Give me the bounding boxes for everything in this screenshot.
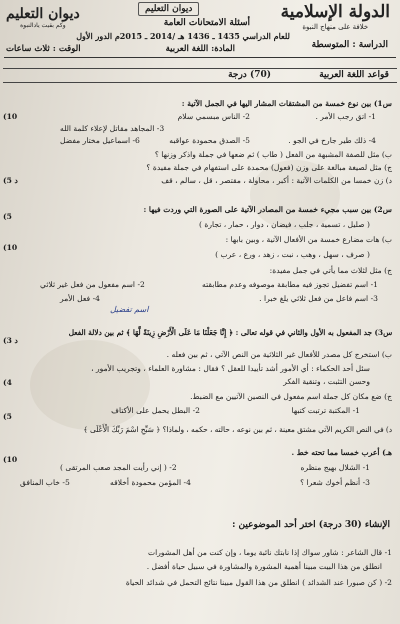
score-mark: (10 bbox=[3, 243, 18, 252]
section-title-bar bbox=[3, 68, 397, 83]
score-mark: (4 bbox=[3, 378, 12, 387]
exam-header bbox=[0, 0, 400, 66]
q2-item: 1- اسم تفضيل تجوز فيه مطابقة موصوفه وعدم مطابقته bbox=[202, 280, 378, 289]
q1-part: ب) مثل للصفة المشبهة من الفعل ( طاب ) ثم ضعها في جملة واذكر وزنها ؟ bbox=[154, 150, 392, 159]
header-divider bbox=[4, 57, 396, 58]
q3-item: 3- أنظم أخوك شعرا ؟ bbox=[300, 478, 370, 487]
section-title: قواعد اللغة العربية bbox=[319, 70, 389, 80]
q2-part: ب) هات مضارع خمسة من الأفعال الآتية ، وبين بابها : bbox=[225, 235, 392, 244]
q3-item: 1- الشلال بهيج منظره bbox=[300, 463, 370, 472]
q3-text: سئل أحد الحكماء : أي الأمور أشد تأييدا للعقل ؟ فقال : مشاورة العلماء ، وتجريب الأمور ، bbox=[91, 364, 370, 373]
score-mark: (5 bbox=[3, 412, 12, 421]
q2-heading: س2) بين سبب مجيء خمسة من المصادر الآتية على الصورة التي وردت فيها : bbox=[143, 205, 392, 214]
q3-item: 4- المؤمن محمودة أخلاقه bbox=[110, 478, 191, 487]
paper-stain bbox=[30, 340, 150, 430]
q3-item: 2- ( إني رأيت المجد صعب المرتقى ) bbox=[60, 463, 177, 472]
q3-text: وحسن التثبت ، وتنقية الفكر bbox=[283, 377, 370, 386]
q2-item: 3- اسم فاعل من فعل ثلاثي يلغ خبرا . bbox=[259, 294, 378, 303]
exam-title: أسئلة الامتحانات العامة bbox=[163, 18, 250, 28]
q1-item: 2- الناس مبسمي سلام bbox=[177, 112, 250, 121]
q2-item: 4- فعل الأمر bbox=[60, 294, 100, 303]
score-mark: (5 د bbox=[3, 176, 18, 185]
q3-part: ج) ضع مكان كل جملة اسم مفعول في النصين الآتيين مع الضبط. bbox=[190, 392, 392, 401]
score-mark: (5 bbox=[3, 212, 12, 221]
section-score: (70) درجة bbox=[228, 70, 271, 80]
diwan-box: ديوان التعليم bbox=[138, 2, 199, 16]
state-logo: الدولة الإسلامية خلافة على منهاج النبوة bbox=[280, 2, 390, 31]
exam-year: للعام الدراسي 1435 ـ 1436 هـ /2014 ـ 2015م الدور الأول bbox=[76, 31, 290, 41]
essay-topic: 2- ( كن صبورا عند الشدائد ) انطلق من هذا القول مبينا نتائج التحمل في شدائد الحياة bbox=[125, 578, 392, 587]
essay-topic: 1- قال الشاعر : شاور سواك إذا نابتك نائبة يوما ، وإن كنت من أهل المشورات bbox=[147, 548, 392, 557]
q3-item: 5- خاب المنافق bbox=[20, 478, 70, 487]
exam-level: الدراسة : المتوسطة bbox=[311, 40, 388, 50]
q1-item: 3- المجاهد مقاتل لإعلاء كلمة الله bbox=[60, 124, 165, 133]
diwan-logo: ديوان التعليم وكم بقيت يادالنبوة bbox=[6, 6, 80, 29]
q2-words: ( صليل ، تسمية ، جلب ، فيضان ، دوار ، حمار ، تجارة ) bbox=[199, 220, 370, 229]
q2-part: ج) مثل لثلاث مما يأتي في جمل مفيدة: bbox=[269, 266, 392, 275]
exam-subject: المادة: اللغة العربية bbox=[165, 44, 235, 54]
q1-item: 4- ذلك طير جارح في الجو . bbox=[288, 136, 376, 145]
essay-topic-text: انطلق من هذا البيت مبينا أهمية المشورة والمشاورة في سبيل حياة أفضل . bbox=[146, 562, 382, 571]
score-mark: (10 bbox=[3, 112, 18, 121]
q1-heading: س1) بين نوع خمسة من المشتقات المشار اليها في الجمل الآتية : bbox=[181, 99, 392, 108]
exam-time: الوقت : ثلاث ساعات bbox=[6, 44, 81, 54]
q3-part: ب) استخرج كل مصدر للأفعال غير الثلاثية من النص الآتي ، ثم بين فعله . bbox=[166, 350, 392, 359]
q2-words: ( صرف ، سهل ، وهب ، نبت ، زهد ، ورع ، عرب ) bbox=[215, 250, 370, 259]
handwritten-note: اسم تفضيل bbox=[110, 305, 149, 314]
score-mark: (3 د bbox=[3, 336, 18, 345]
q1-item: 5- الصدق محمودة عواقبه bbox=[169, 136, 250, 145]
q2-item: 2- اسم مفعول من فعل غير ثلاثي bbox=[40, 280, 145, 289]
q3-item: 1- المكتبة ترتبت كتبها bbox=[291, 406, 360, 415]
q3-part: د) في النص الكريم الآتي مشتق معينة ، ثم بين نوعه ، حالته ، حكمه ، ولماذا؟ ﴿ سَبِّحِ اسْمَ رَبِّكَ الْأَعْلَى ﴾ bbox=[83, 425, 392, 434]
q3-part: هـ) أعرب خمسا مما تحته خط . bbox=[291, 448, 392, 457]
q1-part: د) زن خمسا من الكلمات الآتية : أكبر ، محاولة ، مقتصر ، قل ، سالم ، قف bbox=[161, 176, 392, 185]
essay-heading: الإنشاء (30 درجة) اختر أحد الموضوعين : bbox=[232, 520, 390, 530]
q1-part: ج) مثل لصيغة مبالغة على وزن (فعول) محمدة على استفهام في جملة مفيدة ؟ bbox=[146, 163, 392, 172]
q1-item: 6- اسماعيل مختار مفضل bbox=[60, 136, 140, 145]
score-mark: (10 bbox=[3, 455, 18, 464]
q1-item: 1- اتق رجب الأمر . bbox=[315, 112, 376, 121]
q3-heading: س3) جد المفعول به الأول والثاني في قوله تعالى : ﴿ إِنَّا جَعَلْنَا مَا عَلَى الْأَرْضِ زِينَةً لَّهَا ﴾ ثم بين دلالة الفعل bbox=[68, 328, 392, 337]
q3-item: 2- البطل يحمل على الأكتاف bbox=[111, 406, 200, 415]
